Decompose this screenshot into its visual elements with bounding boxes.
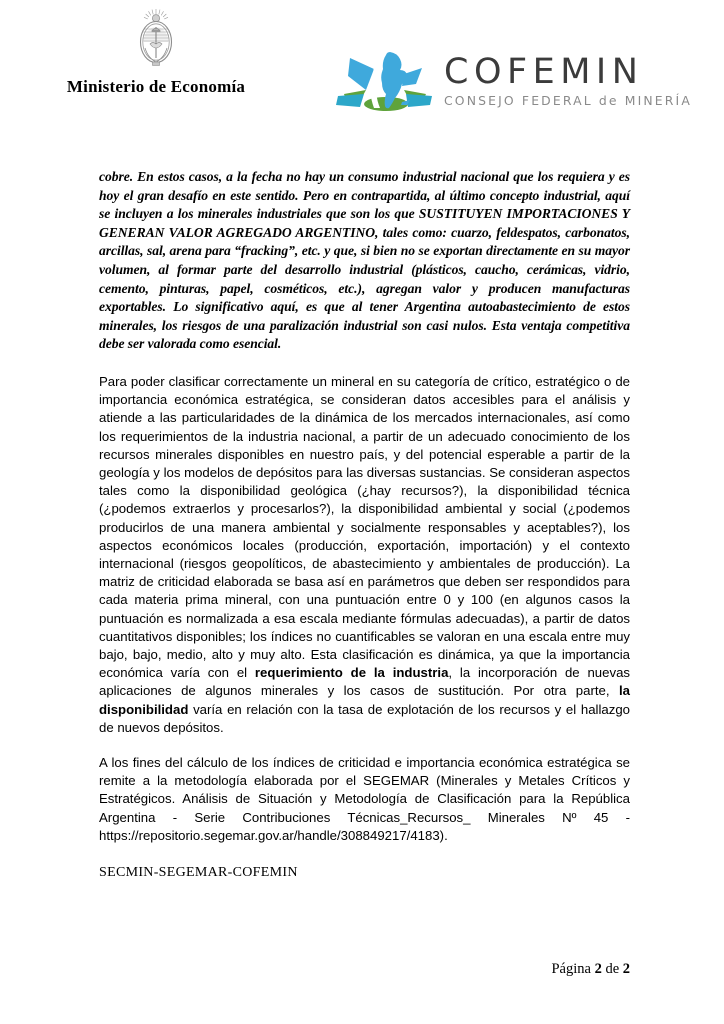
methodology-text-part3: varía en relación con la tasa de explotación de los recursos y el hallazgo de nuevos depósitos. [99,701,630,735]
methodology-text-part1: Para poder clasificar correctamente un mineral en su categoría de crítico, estratégico o de importancia económica estratégica, se consideran datos accesibles para el análisis y atiende a las particularidades de la dinámica de los mercados internacionales, así como los requerimientos de la industria nacional, a partir de un adecuado conocimiento de los recursos minerales disponibles en nuestro país, y del potencial esperable a partir de la geología y los modelos de depósitos para las diversas sustancias. Se consideran aspectos tales como la disponibilidad geológica (¿hay recursos?), la disponibilidad técnica (¿podemos extraerlos y procesarlos?), la disponibilidad ambiental y social (¿podemos producirlos de una manera ambiental y socialmente responsables y aceptables?), los aspectos económicos locales (producción, exportación, importación) y el contexto internacional (riesgos geopolíticos, de abastecimiento y ambientales de producción). La matriz de criticidad elaborada se basa así en parámetros que deben ser respondidos para cada materia prima mineral, con una puntuación entre 0 y 100 (en algunos casos la puntuación es normalizada a esa escala mediante fórmulas adecuadas), a partir de datos cuantitativos disponibles; los índices no cuantificables se valoran en una escala entre muy bajo, bajo, medio, alto y muy alto. Esta clasificación es dinámica, ya que la importancia económica varía con el [99,373,630,681]
page-number [551,961,630,978]
page-total: 2 [622,961,630,977]
paragraph-methodology [99,373,630,737]
ministry-title: Ministerio de Economía [66,77,246,96]
page-current: 2 [594,961,602,977]
cofemin-tagline: CONSEJO FEDERAL de MINERÍA [444,92,692,108]
page-separator: de [605,961,620,977]
paragraph-reference: A los fines del cálculo de los índices de criticidad e importancia económica estratégica se remite a la metodología elaborada por el SEGEMAR (Minerales y Metales Críticos y Estratégicos. Análisis de Situación y Metodología de Clasificación para la República Argentina - Serie Contribuciones Técnicas_Recursos_ Minerales Nº 45 - https://repositorio.segemar.gov.ar/handle/308849217/4183). [99,755,630,843]
argentina-coat-of-arms-icon [133,8,179,74]
page-label: Página [551,961,591,977]
document-signature: SECMIN-SEGEMAR-COFEMIN [99,865,298,881]
methodology-text-part2: , la incorporación de nuevas aplicaciones de algunos minerales y los casos de sustitución. Por otra parte, [99,665,630,699]
document-header [0,0,724,130]
document-body [99,168,630,881]
cofemin-name: COFEMIN [444,51,644,92]
methodology-bold-disponibilidad: la disponibilidad [99,683,630,717]
ministry-branding [46,8,266,97]
cofemin-argentina-map-icon [330,50,438,112]
cofemin-branding [330,50,692,112]
cofemin-wordmark [444,51,692,108]
paragraph-emphasis: cobre. En estos casos, a la fecha no hay un consumo industrial nacional que los requiera y es hoy el gran desafío en este sentido. Pero en contrapartida, al último concepto industrial, aquí se incluyen a los minerales industriales que son los que SUSTITUYEN IMPORTACIONES Y GENERAN VALOR AGREGADO ARGENTINO, tales como: cuarzo, feldespatos, carbonatos, arcillas, sal, arena para “fracking”, etc. y que, si bien no se exportan directamente en su mayor volumen, al formar parte del desarrollo industrial (plásticos, caucho, cerámicas, vidrio, cemento, pinturas, papel, cosméticos, etc.), agregan valor y producen manufacturas exportables. Lo significativo aquí, es que al tener Argentina autoabastecimiento de estos minerales, los riesgos de una paralización industrial son casi nulos. Esta ventaja competitiva debe ser valorada como esencial. [99,169,630,352]
methodology-bold-requerimiento: requerimiento de la industria [254,665,449,681]
